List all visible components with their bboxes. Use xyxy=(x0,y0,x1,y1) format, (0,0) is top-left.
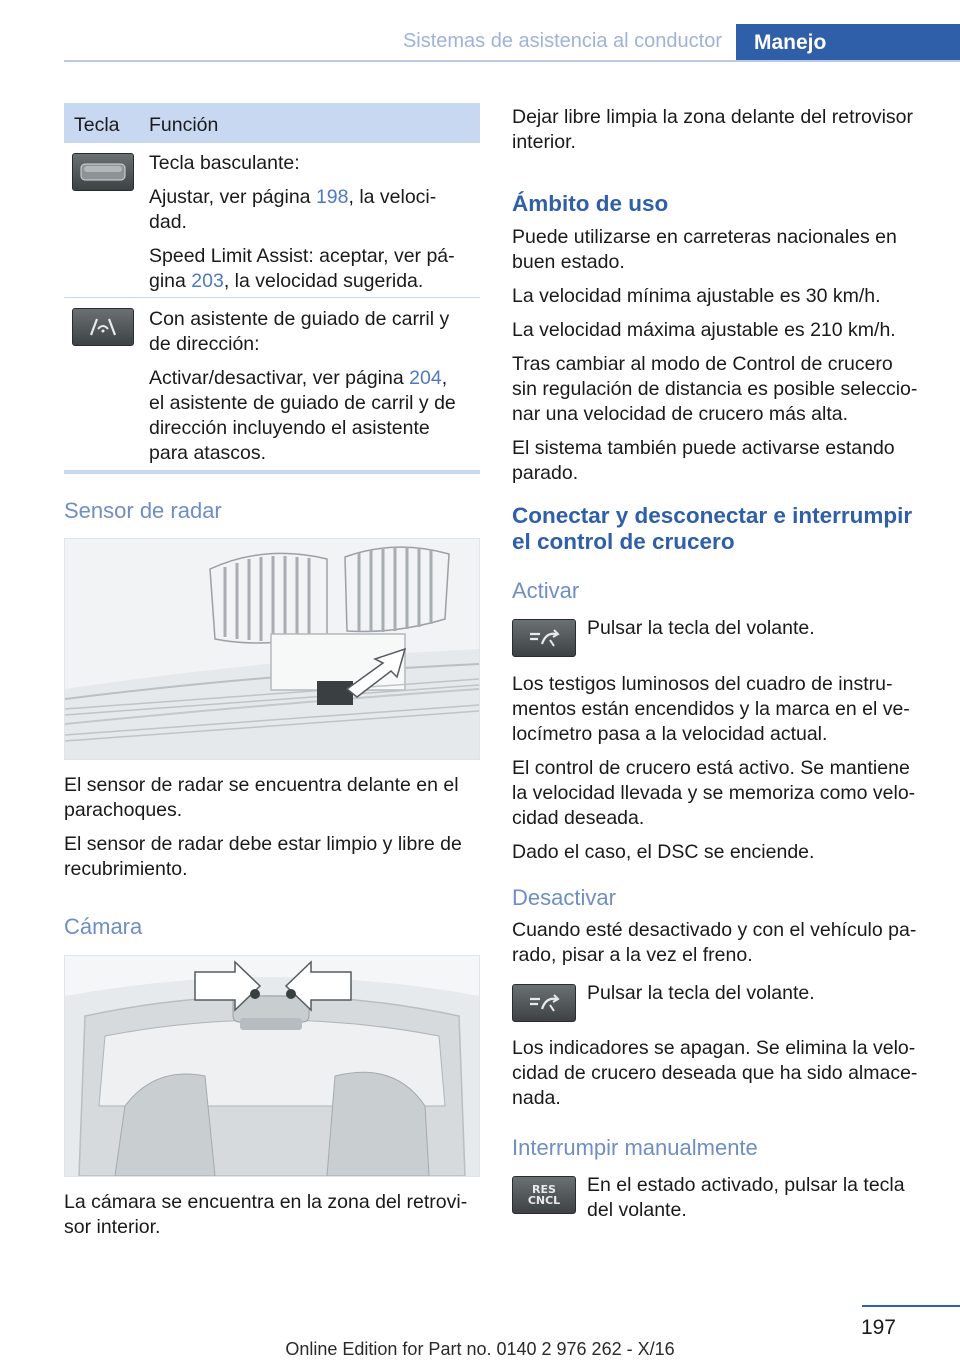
paragraph-line: rado, pisar a la vez el freno. xyxy=(512,944,753,966)
heading-line: Conectar y desconectar e interrumpir xyxy=(512,503,913,528)
rocker-switch-icon xyxy=(72,153,134,191)
table-cell-line: dad. xyxy=(149,211,187,233)
paragraph-line: del volante. xyxy=(587,1199,687,1221)
table-header-function: Función xyxy=(149,114,219,136)
paragraph-line: cidad de crucero deseada que ha sido almace- xyxy=(512,1062,918,1084)
lane-assist-icon xyxy=(72,308,134,346)
paragraph-line: Los indicadores se apagan. Se elimina la velo- xyxy=(512,1037,916,1059)
paragraph-line: Cuando esté desactivado y con el vehículo pa- xyxy=(512,919,917,941)
paragraph-line: La velocidad máxima ajustable es 210 km/h. xyxy=(512,319,896,341)
table-cell-line: gina 203, la velocidad sugerida. xyxy=(149,270,424,292)
cruise-control-key-icon xyxy=(512,984,576,1022)
paragraph-line: sin regulación de distancia es posible seleccio- xyxy=(512,378,918,400)
interrupt-heading: Interrumpir manualmente xyxy=(512,1135,758,1160)
paragraph-line: La velocidad mínima ajustable es 30 km/h. xyxy=(512,285,881,307)
paragraph-line: Tras cambiar al modo de Control de crucero xyxy=(512,353,893,375)
running-header-section: Sistemas de asistencia al conductor xyxy=(402,30,722,52)
table-cell-line: el asistente de guiado de carril y de xyxy=(149,392,456,414)
camera-illustration xyxy=(64,955,480,1177)
table-cell-line: Con asistente de guiado de carril y xyxy=(149,308,450,330)
page-link-204[interactable]: 204 xyxy=(409,367,442,389)
camera-text xyxy=(64,1190,480,1240)
connect-heading xyxy=(512,503,942,555)
scope-text xyxy=(512,225,932,486)
paragraph-line: Los testigos luminosos del cuadro de instru- xyxy=(512,673,893,695)
res-cncl-key-icon xyxy=(512,1176,576,1214)
interrupt-key-text xyxy=(587,1173,937,1223)
page-number: 197 xyxy=(860,1316,896,1339)
function-table-header xyxy=(64,103,480,143)
radar-sensor-illustration xyxy=(64,538,480,760)
paragraph-line: sor interior. xyxy=(64,1216,161,1238)
paragraph-line: El sistema también puede activarse estando xyxy=(512,437,895,459)
radar-sensor-text xyxy=(64,773,480,882)
paragraph-line: El sensor de radar debe estar limpio y libre de xyxy=(64,833,462,855)
table-cell-line: Activar/desactivar, ver página 204, xyxy=(149,367,448,389)
table-cell-line: Ajustar, ver página 198, la veloci- xyxy=(149,186,437,208)
paragraph-line: interior. xyxy=(512,131,576,153)
paragraph-line: parado. xyxy=(512,462,579,484)
cruise-control-key-icon xyxy=(512,619,576,657)
paragraph-line: recubrimiento. xyxy=(64,858,188,880)
paragraph-line: Dado el caso, el DSC se enciende. xyxy=(512,841,815,863)
edition-footer: Online Edition for Part no. 0140 2 976 262 - X/16 xyxy=(285,1339,675,1359)
intro-text xyxy=(512,105,932,155)
camera-heading: Cámara xyxy=(64,914,143,939)
page-link-203[interactable]: 203 xyxy=(191,270,224,292)
paragraph-line: nar una velocidad de crucero más alta. xyxy=(512,403,849,425)
activate-key-text: Pulsar la tecla del volante. xyxy=(587,617,815,639)
footer-rule xyxy=(862,1305,960,1307)
paragraph-line: mentos están encendidos y la marca en el ve- xyxy=(512,698,910,720)
paragraph-line: locímetro pasa a la velocidad actual. xyxy=(512,723,828,745)
cncl-key-label: CNCL xyxy=(527,1194,561,1207)
paragraph-line: parachoques. xyxy=(64,799,183,821)
paragraph-line: cidad deseada. xyxy=(512,807,645,829)
paragraph-line: la velocidad llevada y se memoriza como velo- xyxy=(512,782,916,804)
paragraph-line: Puede utilizarse en carreteras nacionales en xyxy=(512,226,897,248)
table-cell-line: para atascos. xyxy=(149,442,267,464)
res-key-label: RES xyxy=(532,1183,556,1196)
paragraph-line: El control de crucero está activo. Se mantiene xyxy=(512,757,910,779)
page-link-198[interactable]: 198 xyxy=(315,186,349,208)
table-cell-line: de dirección: xyxy=(149,333,260,355)
table-cell-line: dirección incluyendo el asistente xyxy=(149,417,430,439)
paragraph-line: nada. xyxy=(512,1087,561,1109)
deactivate-key-text: Pulsar la tecla del volante. xyxy=(587,982,815,1004)
table-row-lane-assist xyxy=(149,307,474,466)
activate-heading: Activar xyxy=(512,578,580,603)
heading-line: el control de crucero xyxy=(512,529,735,554)
table-row-rocker xyxy=(149,151,474,294)
chapter-tab: Manejo xyxy=(736,24,960,62)
deactivate-text-1 xyxy=(512,918,942,968)
paragraph-line: En el estado activado, pulsar la tecla xyxy=(587,1174,905,1196)
paragraph-line: La cámara se encuentra en la zona del retrovi- xyxy=(64,1191,468,1213)
table-row-divider xyxy=(64,297,480,298)
paragraph-line: Dejar libre limpia la zona delante del retrovisor xyxy=(512,106,914,128)
activate-text xyxy=(512,672,942,865)
paragraph-line: buen estado. xyxy=(512,251,625,273)
scope-heading: Ámbito de uso xyxy=(512,191,669,216)
header-rule xyxy=(64,60,960,62)
table-cell-line: Tecla basculante: xyxy=(149,152,300,174)
table-header-key: Tecla xyxy=(74,114,120,136)
table-cell-line: Speed Limit Assist: aceptar, ver pá- xyxy=(149,245,455,267)
radar-sensor-heading: Sensor de radar xyxy=(64,498,222,523)
paragraph-line: El sensor de radar se encuentra delante en el xyxy=(64,774,459,796)
table-end-rule xyxy=(64,470,480,474)
deactivate-text-2 xyxy=(512,1036,942,1111)
deactivate-heading: Desactivar xyxy=(512,885,616,910)
